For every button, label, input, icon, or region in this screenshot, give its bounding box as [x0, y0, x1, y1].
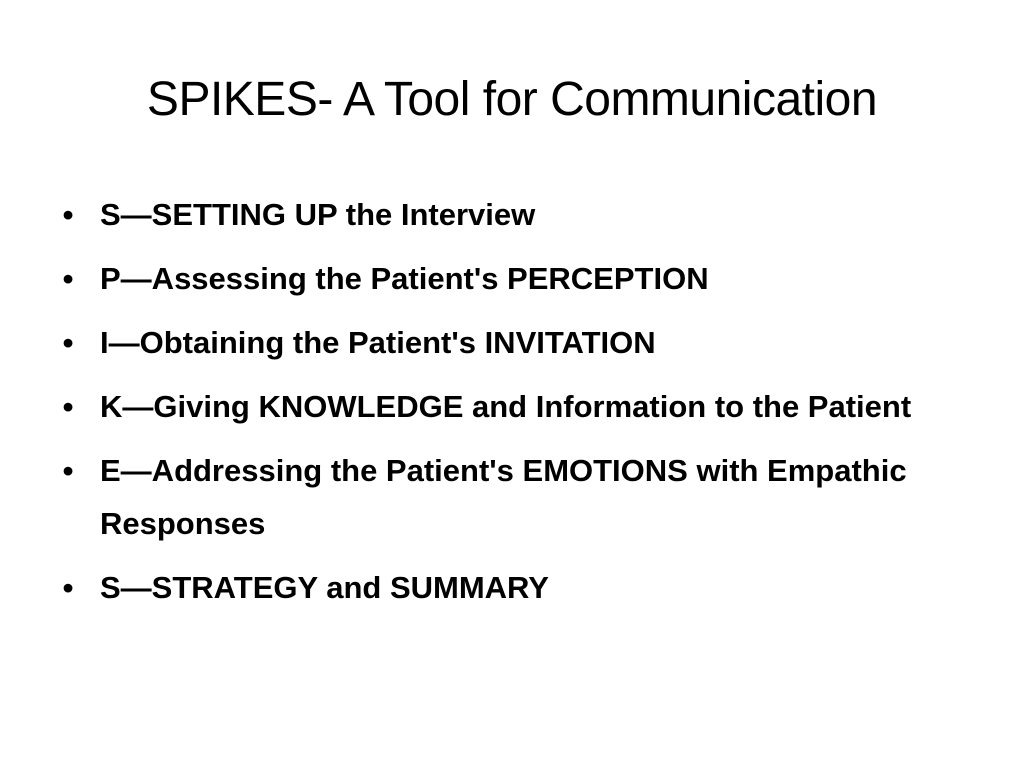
bullet-icon: •: [62, 389, 74, 424]
list-item-text: S—STRATEGY and SUMMARY: [100, 570, 549, 605]
list-item-text: E—Addressing the Patient's EMOTIONS with Empathic Responses: [100, 453, 907, 541]
list-item-text: K—Giving KNOWLEDGE and Information to the Patient: [100, 389, 912, 424]
bullet-icon: •: [62, 570, 74, 605]
list-item-setting: [58, 188, 958, 241]
bullet-icon: •: [62, 197, 74, 232]
list-item-text: I—Obtaining the Patient's INVITATION: [100, 325, 656, 360]
list-item-text: S—SETTING UP the Interview: [100, 197, 536, 232]
list-item-emotions: [58, 444, 958, 550]
list-item-invitation: [58, 316, 958, 369]
bullet-icon: •: [62, 261, 74, 296]
slide-title: SPIKES- A Tool for Communication: [146, 73, 878, 126]
bullet-icon: •: [62, 453, 74, 488]
list-item-knowledge: [58, 380, 958, 433]
list-item-text: P—Assessing the Patient's PERCEPTION: [100, 261, 709, 296]
bullet-list: [58, 188, 958, 625]
list-item-strategy: [58, 561, 958, 614]
bullet-icon: •: [62, 325, 74, 360]
list-item-perception: [58, 252, 958, 305]
